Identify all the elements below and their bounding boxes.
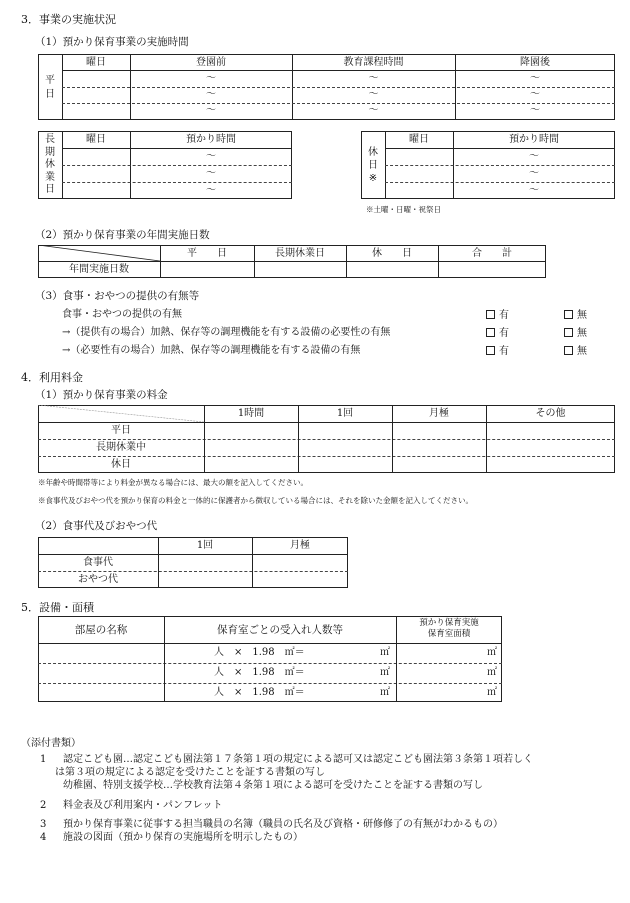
holiday-side-label: 休 日 ※ — [368, 147, 378, 184]
section5-title: 5．設備・面積 — [21, 601, 94, 614]
meal-yes-checkbox[interactable]: 有 — [486, 310, 509, 321]
section4-1-title: （1）預かり保育事業の料金 — [35, 389, 168, 401]
holiday-note: ※土曜・日曜・祝祭日 — [366, 205, 441, 214]
need-yes-checkbox[interactable]: 有 — [486, 328, 509, 339]
section4-title: 4．利用料金 — [21, 371, 83, 384]
diagonal-line — [38, 405, 204, 422]
section3-1-title: （1）預かり保育事業の実施時間 — [35, 36, 189, 48]
col-header-day: 曜日 — [86, 57, 106, 68]
col-header-during: 教育課程時間 — [343, 57, 404, 68]
need-no-checkbox[interactable]: 無 — [564, 328, 587, 339]
longbreak-side-label: 長 期 休 業 日 — [45, 134, 55, 195]
annual-days-row-label: 年間実施日数 — [69, 264, 129, 275]
section3-3-title: （3）食事・おやつの提供の有無等 — [35, 290, 200, 302]
fee-note-2: ※食事代及びおやつ代を預かり保育の料金と一体的に保護者から徴収している場合には、それを除いた金額を記入してください。 — [38, 496, 473, 505]
equip-yes-checkbox[interactable]: 有 — [486, 346, 509, 357]
col-header-after: 降園後 — [520, 57, 550, 68]
equip-no-checkbox[interactable]: 無 — [564, 346, 587, 357]
weekday-side-label: 平 日 — [45, 75, 55, 100]
section4-2-title: （2）食事代及びおやつ代 — [35, 520, 158, 532]
section3-title: 3．事業の実施状況 — [21, 13, 116, 26]
diagonal-line — [38, 245, 160, 261]
col-header-before: 登園前 — [196, 57, 226, 68]
attachments-title: （添付書類） — [21, 738, 81, 749]
section3-2-title: （2）預かり保育事業の年間実施日数 — [35, 229, 210, 241]
meal-no-checkbox[interactable]: 無 — [564, 310, 587, 321]
fee-note-1: ※年齢や時間帯等により料金が異なる場合には、最大の額を記入してください。 — [38, 478, 308, 487]
